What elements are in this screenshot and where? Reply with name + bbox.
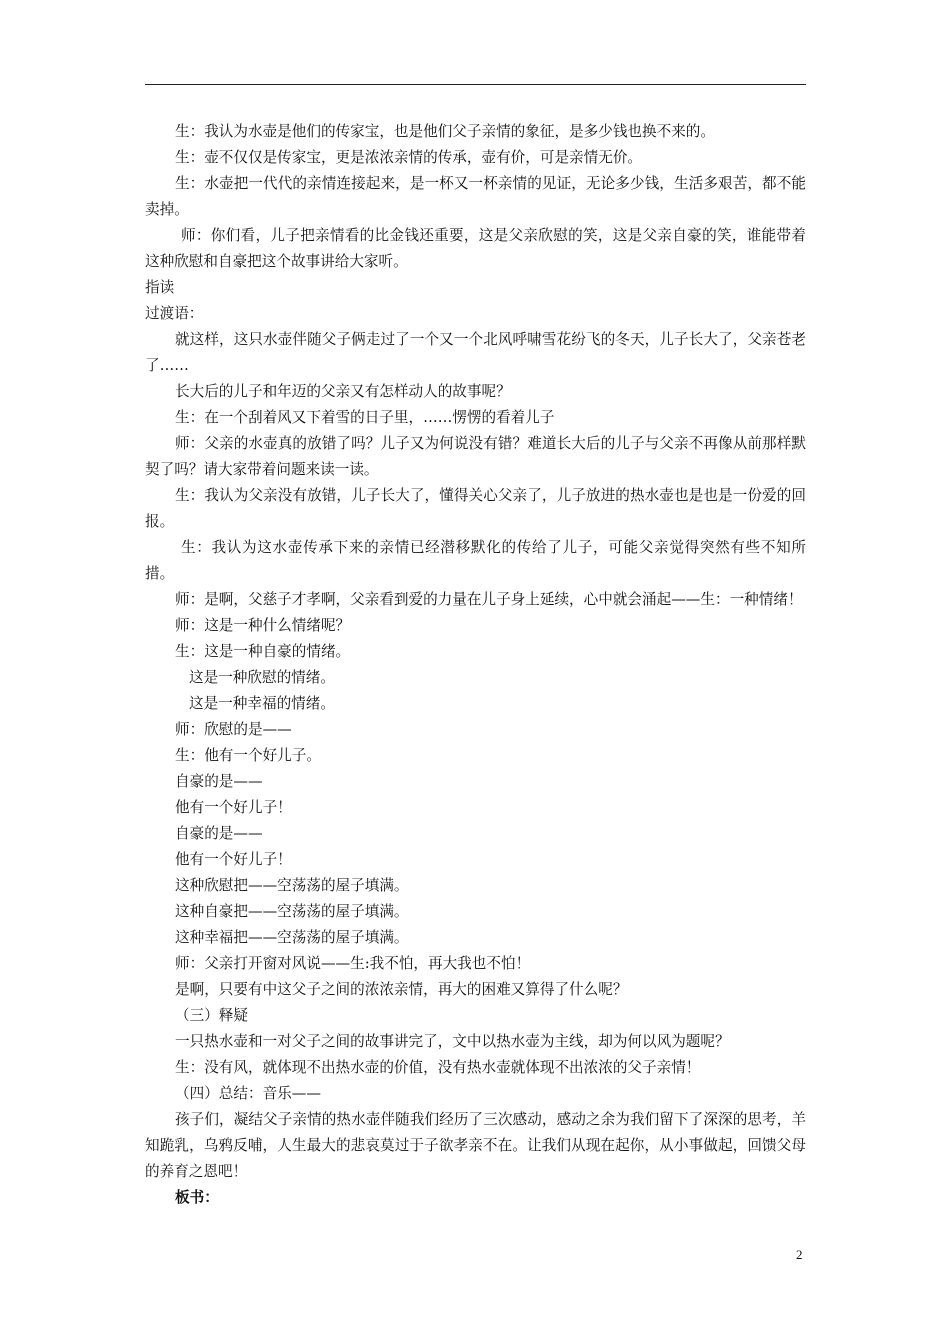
paragraph: （三）释疑 [175, 1007, 248, 1024]
paragraph: 生：壶不仅仅是传家宝，更是浓浓亲情的传承，壶有价，可是亲情无价。 [175, 149, 643, 166]
paragraph: 孩子们，凝结父子亲情的热水壶伴随我们经历了三次感动，感动之余为我们留下了深深的思考，羊知跪乳，乌鸦反哺，人生最大的悲哀莫过于子欲孝亲不在。让我们从现在起你，从小事做起，回馈父母的养育之恩吧！ [145, 1111, 806, 1180]
document-body [145, 119, 806, 1211]
paragraph: 一只热水壶和一对父子之间的故事讲完了，文中以热水壶为主线，却为何以风为题呢？ [175, 1033, 730, 1050]
paragraph: （四）总结：音乐—— [175, 1085, 321, 1102]
paragraph: 他有一个好儿子！ [175, 851, 292, 868]
paragraph: 生：我认为父亲没有放错，儿子长大了，懂得关心父亲了，儿子放进的热水壶也是也是一份爱的回报。 [145, 487, 806, 530]
paragraph: 师：你们看，儿子把亲情看的比金钱还重要，这是父亲欣慰的笑，这是父亲自豪的笑，谁能带着这种欣慰和自豪把这个故事讲给大家听。 [145, 227, 806, 270]
paragraph: 自豪的是—— [175, 773, 263, 790]
paragraph: 生：他有一个好儿子。 [175, 747, 321, 764]
paragraph: 他有一个好儿子！ [175, 799, 292, 816]
paragraph: 自豪的是—— [175, 825, 263, 842]
paragraph: 师：这是一种什么情绪呢？ [175, 617, 351, 634]
paragraph: 生：这是一种自豪的情绪。 [175, 643, 351, 660]
paragraph: 生：我认为这水壶传承下来的亲情已经潜移默化的传给了儿子，可能父亲觉得突然有些不知所措。 [145, 539, 806, 582]
paragraph: 板书： [175, 1189, 219, 1206]
paragraph: 生：在一个刮着风又下着雪的日子里，……愣愣的看着儿子 [175, 409, 555, 426]
paragraph: 指读 [145, 279, 175, 296]
paragraph: 是啊，只要有中这父子之间的浓浓亲情，再大的困难又算得了什么呢？ [175, 981, 628, 998]
paragraph: 师：父亲打开窗对风说——生:我不怕，再大我也不怕！ [175, 955, 531, 972]
paragraph: 师：是啊，父慈子才孝啊，父亲看到爱的力量在儿子身上延续，心中就会涌起——生：一种情绪！ [175, 591, 803, 608]
paragraph: 生：水壶把一代代的亲情连接起来，是一杯又一杯亲情的见证，无论多少钱，生活多艰苦，都不能卖掉。 [145, 175, 806, 218]
paragraph: 生：我认为水壶是他们的传家宝，也是他们父子亲情的象征，是多少钱也换不来的。 [175, 123, 715, 140]
paragraph: 师：父亲的水壶真的放错了吗？儿子又为何说没有错？难道长大后的儿子与父亲不再像从前那样默契了吗？请大家带着问题来读一读。 [145, 435, 806, 478]
paragraph: 这种欣慰把——空荡荡的屋子填满。 [175, 877, 409, 894]
paragraph: 长大后的儿子和年迈的父亲又有怎样动人的故事呢？ [175, 383, 511, 400]
paragraph: 这是一种欣慰的情绪。 [189, 669, 335, 686]
page-number: 2 [796, 1247, 803, 1262]
header-rule [145, 84, 806, 85]
paragraph: 这种幸福把——空荡荡的屋子填满。 [175, 929, 409, 946]
paragraph: 就这样，这只水壶伴随父子俩走过了一个又一个北风呼啸雪花纷飞的冬天，儿子长大了，父亲苍老了…… [145, 331, 806, 374]
paragraph: 这是一种幸福的情绪。 [189, 695, 335, 712]
paragraph: 过渡语： [145, 305, 204, 322]
paragraph: 师：欣慰的是—— [175, 721, 292, 738]
paragraph: 生：没有风，就体现不出热水壶的价值，没有热水壶就体现不出浓浓的父子亲情！ [175, 1059, 701, 1076]
paragraph: 这种自豪把——空荡荡的屋子填满。 [175, 903, 409, 920]
